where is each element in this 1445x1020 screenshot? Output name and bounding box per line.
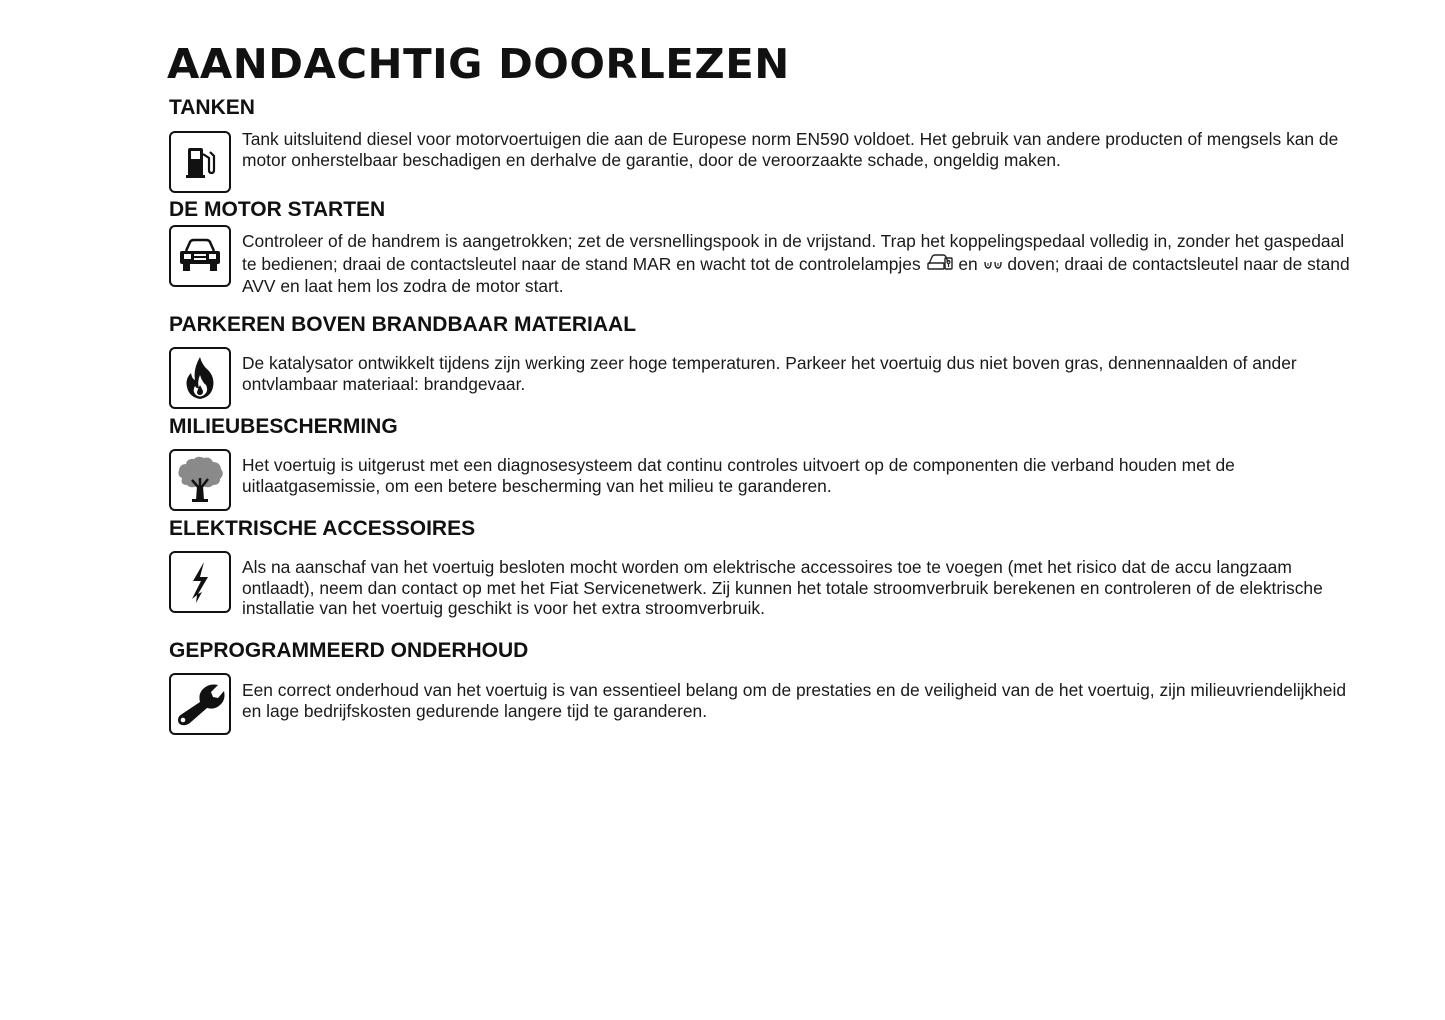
section-text-milieubescherming: Het voertuig is uitgerust met een diagnosesysteem dat continu controles uitvoert op de componenten die verband houden met de uitlaatgasemissie, om een betere bescherming van het milieu te garanderen. xyxy=(242,455,1235,496)
motor-text-part3: doven; draai de contactsleutel naar de stand AVV en laat hem los zodra de motor start. xyxy=(242,253,1350,296)
motor-text-part1: Controleer of de handrem is aangetrokken; zet de versnellingspook in de vrijstand. Trap het koppelingspedaal volledig in, zonder het gaspedaal te bedienen; draai de contactsleutel naar de stand MAR en wacht tot de controlelampjes xyxy=(242,231,1345,274)
section-text-motor-starten xyxy=(242,231,1362,297)
section-text-elektrische-accessoires: Als na aanschaf van het voertuig besloten mocht worden om elektrische accessoires toe te voegen (met het risico dat de accu langzaam ontlaadt), neem dan contact op met het Fiat Servicenetwerk. Zij kunnen het totale stroomverbruik berekenen en controleren of de elektrische installatie van het voertuig geschikt is voor het extra stroomverbruik. xyxy=(242,557,1323,618)
wrench-icon xyxy=(169,673,231,735)
section-heading-onderhoud: GEPROGRAMMEERD ONDERHOUD xyxy=(169,639,529,662)
section-heading-motor-starten: DE MOTOR STARTEN xyxy=(169,198,386,221)
motor-text-part2: en xyxy=(958,253,978,274)
section-heading-milieubescherming: MILIEUBESCHERMING xyxy=(169,415,398,438)
fuel-pump-icon xyxy=(169,131,231,193)
lightning-icon xyxy=(169,551,231,613)
section-text-onderhoud: Een correct onderhoud van het voertuig is van essentieel belang om de prestaties en de veiligheid van de het voertuig, zijn milieuvriendelijkheid en lage bedrijfskosten gedurende langere tijd te garanderen. xyxy=(242,680,1347,721)
section-heading-elektrische-accessoires: ELEKTRISCHE ACCESSOIRES xyxy=(169,517,476,540)
section-text-tanken: Tank uitsluitend diesel voor motorvoertuigen die aan de Europese norm EN590 voldoet. Het gebruik van andere producten of mengsels kan de motor onherstelbaar beschadigen en derhalve de garantie, door de veroorzaakte schade, ongeldig maken. xyxy=(242,129,1339,170)
car-front-icon xyxy=(169,225,231,287)
section-heading-tanken: TANKEN xyxy=(169,96,255,119)
section-heading-parkeren: PARKEREN BOVEN BRANDBAAR MATERIAAL xyxy=(169,313,637,336)
page-title: AANDACHTIG DOORLEZEN xyxy=(167,40,790,88)
flame-icon xyxy=(169,347,231,409)
immobilizer-warning-icon xyxy=(926,252,954,277)
tree-icon xyxy=(169,449,231,511)
glow-plug-icon xyxy=(983,256,1003,277)
section-text-parkeren: De katalysator ontwikkelt tijdens zijn werking zeer hoge temperaturen. Parkeer het voertuig dus niet boven gras, dennennaalden of ander ontvlambaar materiaal: brandgevaar. xyxy=(242,353,1297,394)
